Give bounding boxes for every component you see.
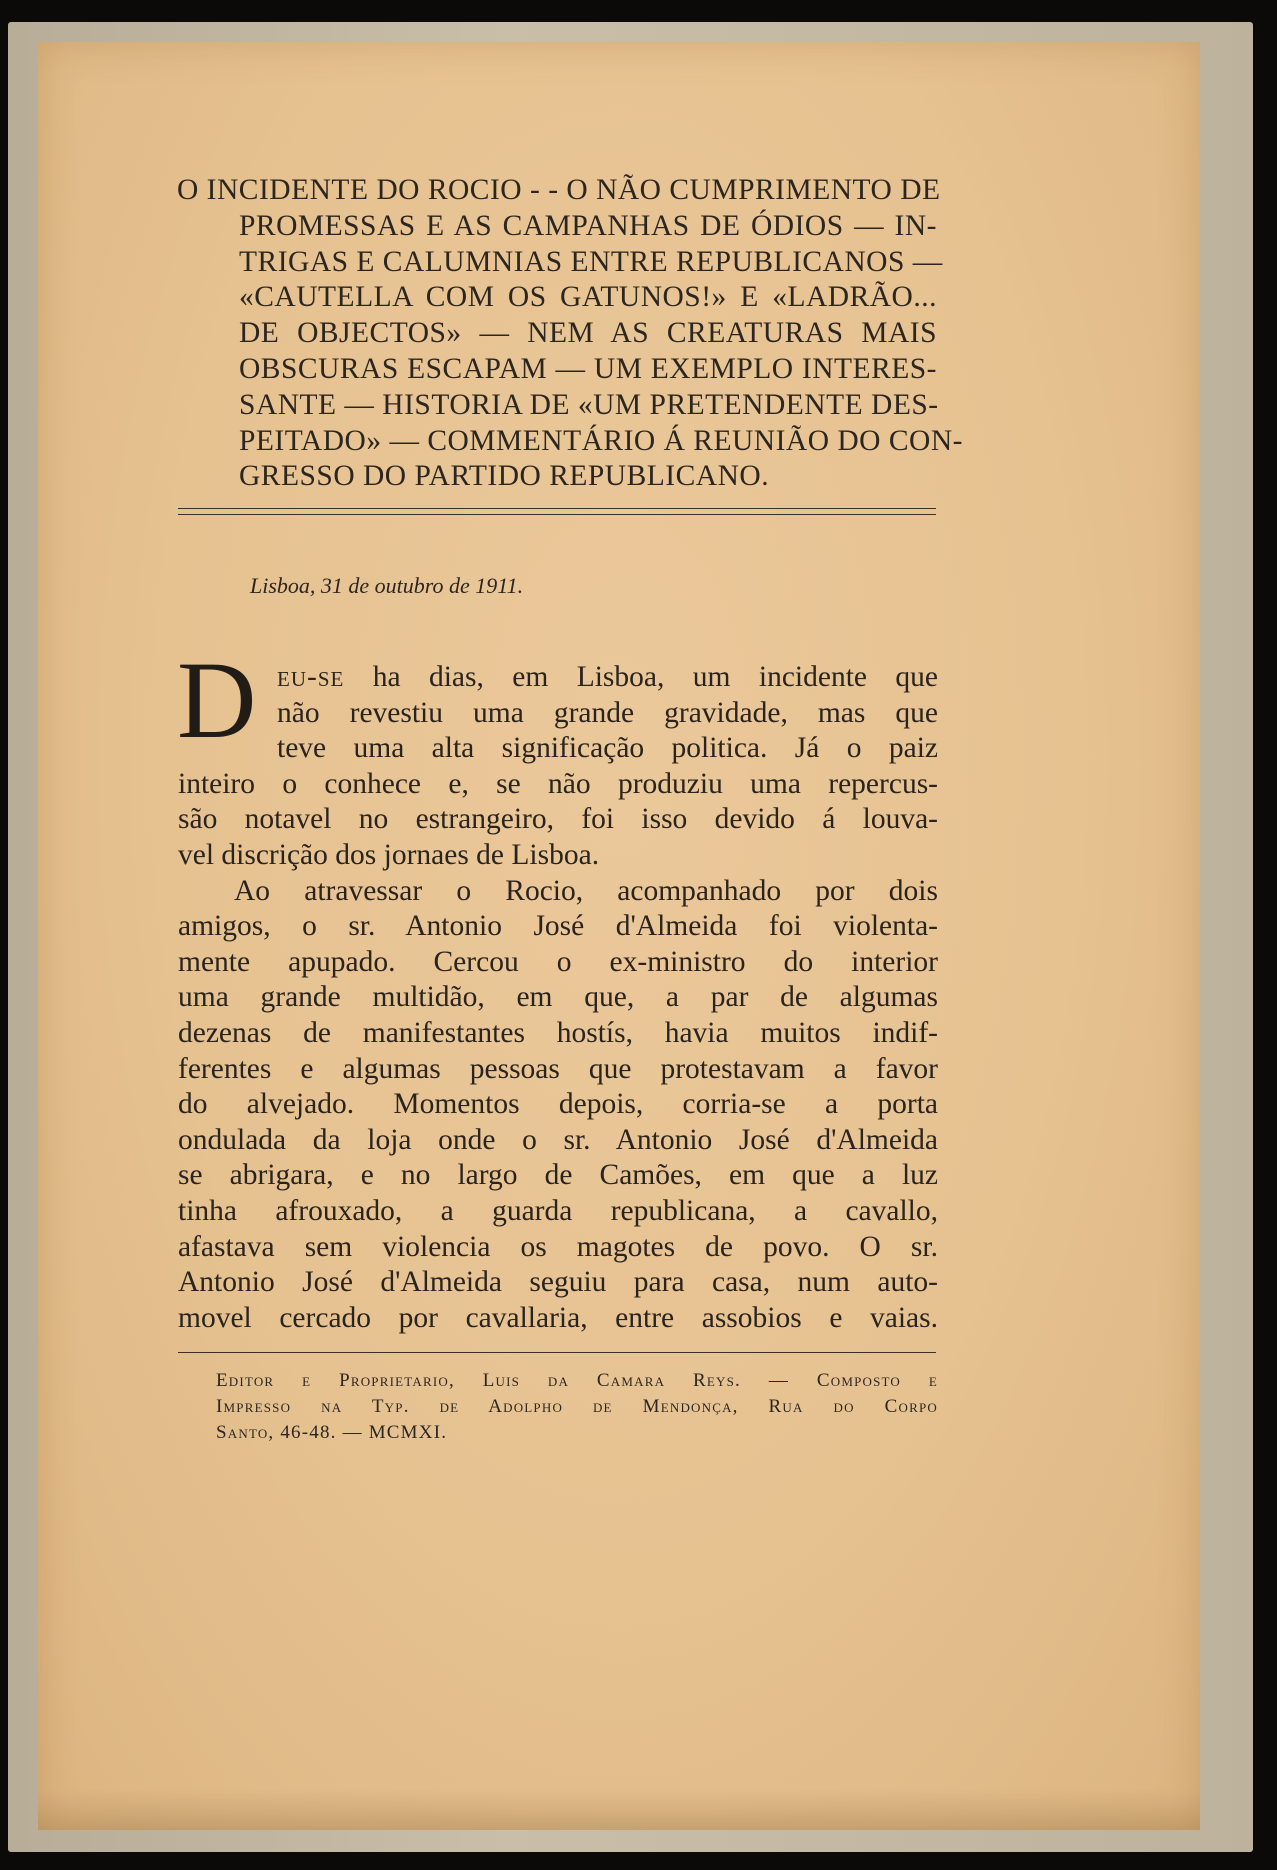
summary-line: TRIGAS E CALUMNIAS ENTRE REPUBLICANOS —	[239, 245, 943, 278]
body-line: teve uma alta significação politica. Já o paiz	[277, 732, 938, 765]
body-line: são notavel no estrangeiro, foi isso devido á louva-	[178, 803, 938, 836]
article-body	[178, 660, 938, 1336]
body-line: afastava sem violencia os magotes de povo. O sr.	[178, 1230, 938, 1263]
body-line: movel cercado por cavallaria, entre assobios e vaias.	[178, 1301, 938, 1334]
body-line: do alvejado. Momentos depois, corria-se a porta	[178, 1088, 938, 1121]
summary-line: SANTE — HISTORIA DE «UM PRETENDENTE DES-	[239, 388, 939, 421]
body-line: mente apupado. Cercou o ex-ministro do interior	[178, 945, 938, 978]
body-line: Ao atravessar o Rocio, acompanhado por dois	[234, 874, 938, 907]
body-line	[178, 660, 938, 696]
body-line: dezenas de manifestantes hostís, havia muitos indif-	[178, 1016, 938, 1049]
summary-line: O INCIDENTE DO ROCIO - - O NÃO CUMPRIMENTO DE	[177, 174, 941, 206]
dateline: Lisboa, 31 de outubro de 1911.	[250, 573, 524, 598]
body-line: se abrigara, e no largo de Camões, em que a luz	[178, 1159, 938, 1192]
summary-heading	[177, 173, 963, 495]
imprint-line: Impresso na Typ. de Adolpho de Mendonça, Rua do Corpo	[216, 1396, 938, 1417]
body-line: ondulada da loja onde o sr. Antonio José d'Almeida	[178, 1123, 938, 1156]
imprint-line: Santo, 46-48. — MCMXI.	[216, 1422, 448, 1443]
body-line: Antonio José d'Almeida seguiu para casa, num auto-	[178, 1266, 938, 1299]
summary-line: PROMESSAS E AS CAMPANHAS DE ÓDIOS — IN-	[239, 209, 937, 242]
body-line: tinha afrouxado, a guarda republicana, a cavallo,	[178, 1194, 938, 1227]
imprint-line: Editor e Proprietario, Luis da Camara Reys. — Composto e	[216, 1370, 938, 1391]
summary-line: PEITADO» — COMMENTÁRIO Á REUNIÃO DO CON-	[239, 424, 963, 457]
imprint	[216, 1368, 938, 1446]
body-line: não revestiu uma grande gravidade, mas que	[277, 696, 938, 729]
summary-line: OBSCURAS ESCAPAM — UM EXEMPLO INTERES-	[239, 352, 937, 385]
summary-line: «CAUTELLA COM OS GATUNOS!» E «LADRÃO...	[239, 281, 937, 314]
body-line: uma grande multidão, em que, a par de algumas	[178, 981, 938, 1014]
body-line: vel discrição dos jornaes de Lisboa.	[178, 838, 600, 871]
summary-line: GRESSO DO PARTIDO REPUBLICANO.	[239, 460, 770, 493]
imprint-rule	[178, 1352, 936, 1353]
summary-line: DE OBJECTOS» — NEM AS CREATURAS MAIS	[239, 317, 937, 350]
drop-cap: D	[177, 639, 257, 761]
rule-top	[178, 508, 936, 509]
body-line: ferentes e algumas pessoas que protestavam a favor	[178, 1052, 938, 1085]
first-word: eu-se	[277, 661, 345, 693]
body-line: amigos, o sr. Antonio José d'Almeida foi violenta-	[178, 910, 938, 943]
body-line-text: ha dias, em Lisboa, um incidente que	[344, 661, 938, 693]
rule-bottom	[178, 514, 936, 515]
body-line: inteiro o conhece e, se não produziu uma repercus-	[178, 767, 938, 800]
